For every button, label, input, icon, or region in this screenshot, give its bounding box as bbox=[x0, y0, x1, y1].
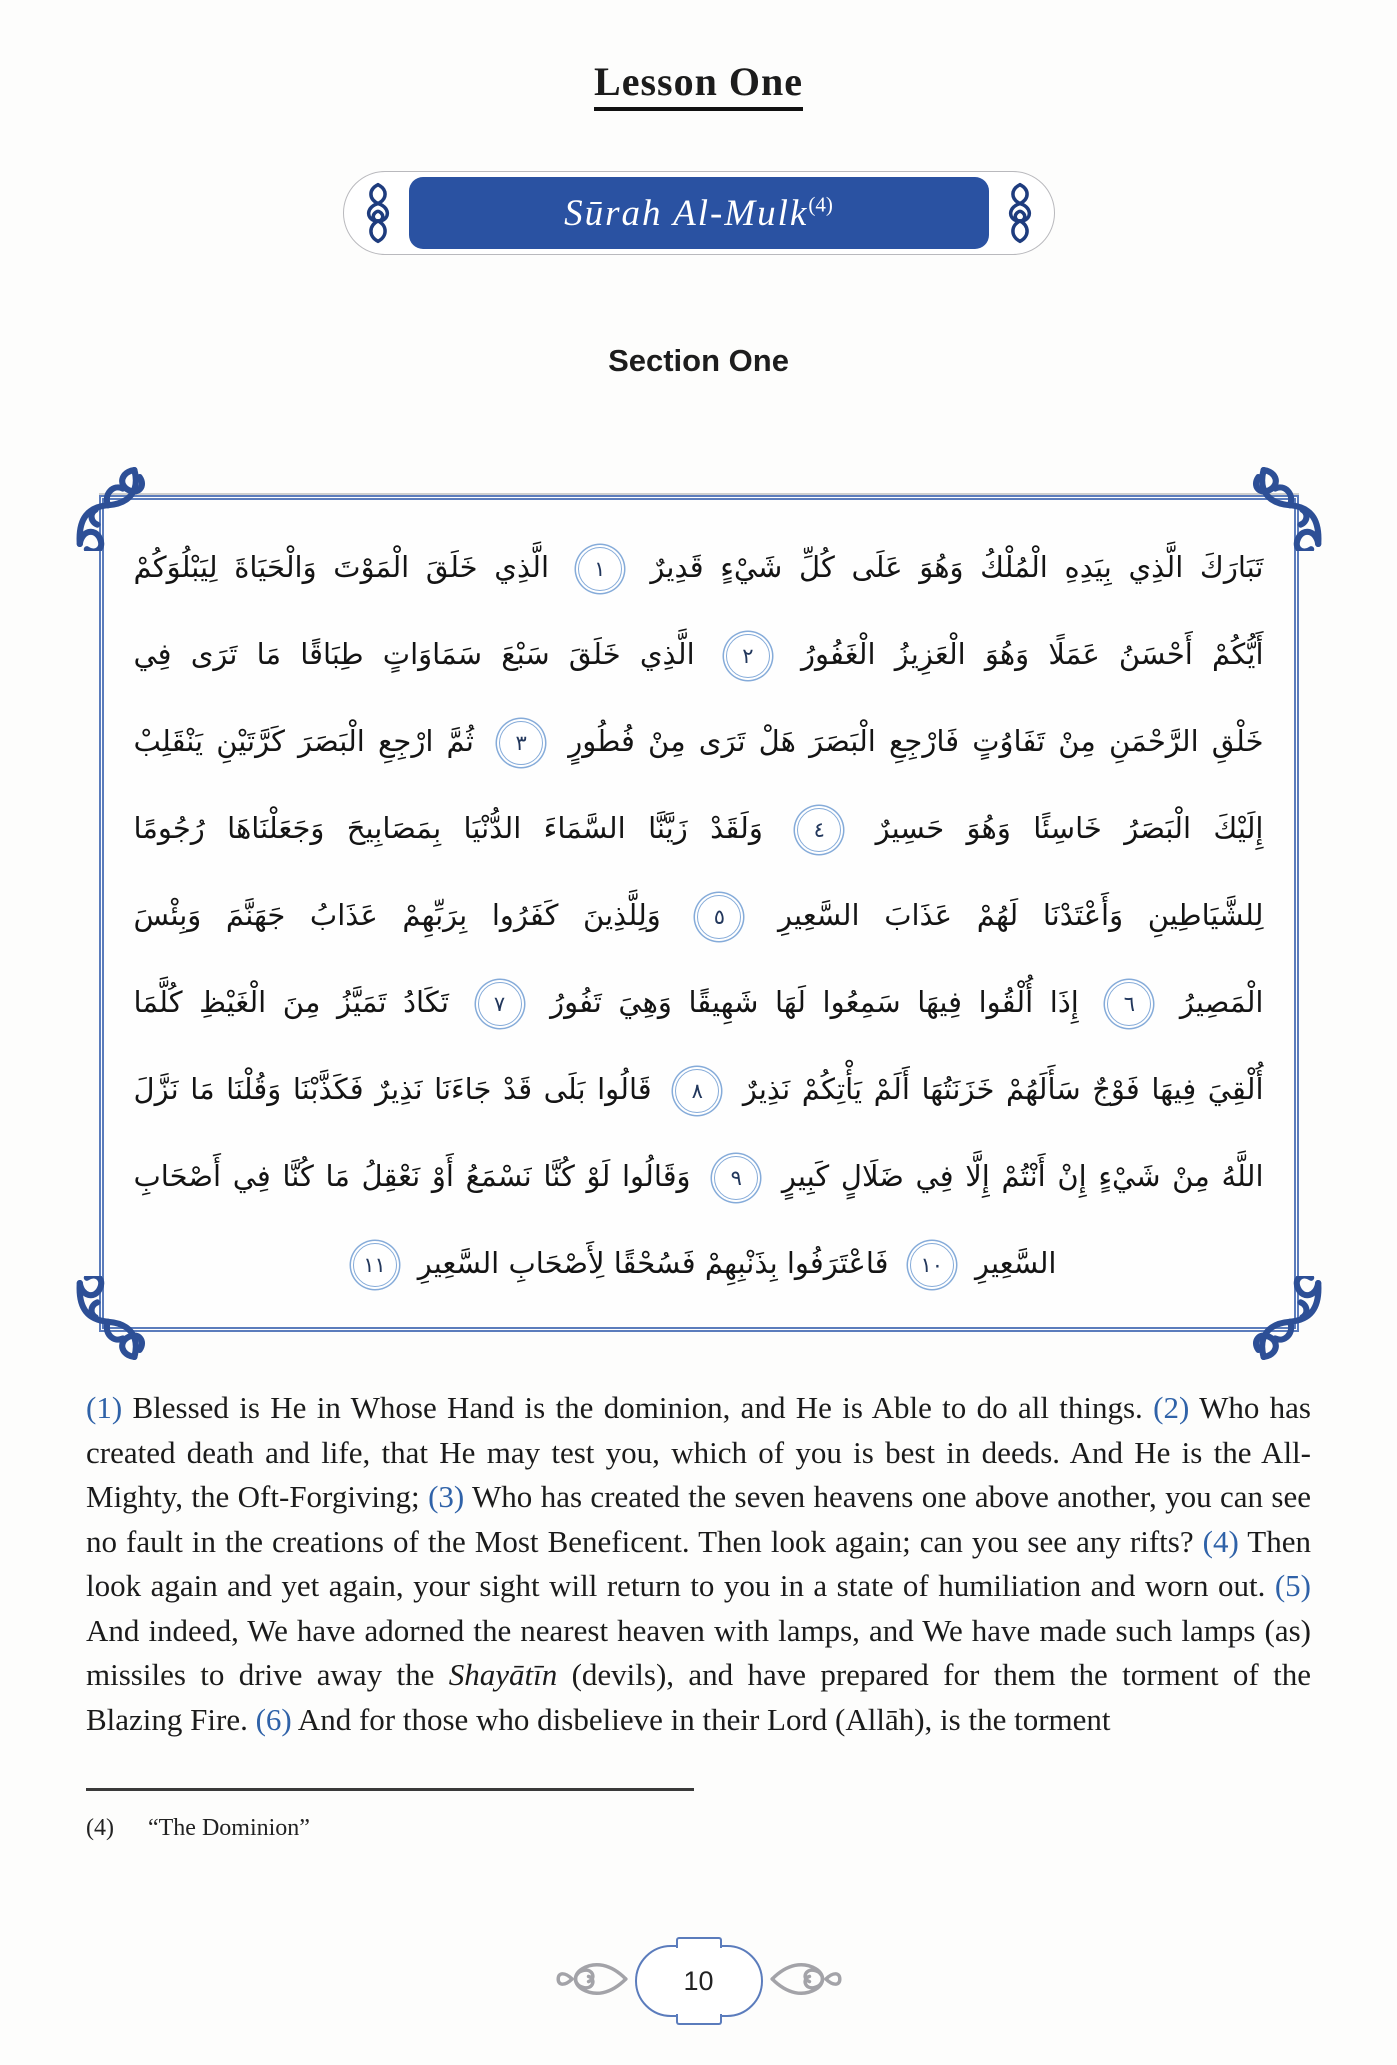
verse-number-marker: ٥ bbox=[697, 895, 741, 939]
lesson-title: Lesson One bbox=[594, 59, 803, 111]
verse-number-marker: ٤ bbox=[797, 808, 841, 852]
page-ornament-right bbox=[767, 1949, 845, 2014]
surah-title bbox=[564, 192, 833, 235]
quran-line: أَيُّكُمْ أَحْسَنُ عَمَلًا وَهُوَ الْعَزِيزُ الْغَفُورُ ٢ الَّذِي خَلَقَ سَبْعَ سَمَاوَاتٍ طِبَاقًا مَا تَرَى فِي bbox=[134, 611, 1264, 698]
footnote-text: “The Dominion” bbox=[147, 1815, 310, 1841]
quran-line: أُلْقِيَ فِيهَا فَوْجٌ سَأَلَهُمْ خَزَنَتُهَا أَلَمْ يَأْتِكُمْ نَذِيرٌ ٨ قَالُوا بَلَى قَدْ جَاءَنَا نَذِيرٌ فَكَذَّبْنَا وَقُلْنَا مَا نَزَّلَ bbox=[134, 1046, 1264, 1133]
corner-ornament-icon bbox=[1239, 1276, 1327, 1364]
lesson-heading-row bbox=[0, 0, 1397, 105]
banner-bar bbox=[409, 177, 989, 249]
surah-banner bbox=[343, 171, 1055, 255]
surah-footnote-ref: (4) bbox=[808, 192, 833, 217]
quran-line: اللَّهُ مِنْ شَيْءٍ إِنْ أَنْتُمْ إِلَّا فِي ضَلَالٍ كَبِيرٍ ٩ وَقَالُوا لَوْ كُنَّا نَسْمَعُ أَوْ نَعْقِلُ مَا كُنَّا فِي أَصْحَابِ bbox=[134, 1133, 1264, 1220]
flourish-icon bbox=[767, 1949, 845, 2009]
arabesque-icon bbox=[352, 180, 404, 246]
quran-line: السَّعِيرِ ١٠ فَاعْتَرَفُوا بِذَنْبِهِمْ فَسُحْقًا لِأَصْحَابِ السَّعِيرِ ١١ bbox=[134, 1220, 1264, 1307]
corner-ornament-icon bbox=[71, 463, 159, 551]
banner-left-ornament bbox=[349, 177, 407, 249]
page-number-row bbox=[0, 1945, 1397, 2017]
quran-text-box bbox=[99, 495, 1299, 1332]
quran-line: تَبَارَكَ الَّذِي بِيَدِهِ الْمُلْكُ وَهُوَ عَلَى كُلِّ شَيْءٍ قَدِيرٌ ١ الَّذِي خَلَقَ الْمَوْتَ وَالْحَيَاةَ لِيَبْلُوَكُمْ bbox=[134, 524, 1264, 611]
arabic-verses bbox=[99, 495, 1299, 1332]
verse-number-marker: ٦ bbox=[1107, 982, 1151, 1026]
corner-ornament-icon bbox=[1239, 463, 1327, 551]
verse-number-marker: ١١ bbox=[353, 1243, 397, 1287]
translation-paragraph: (1) Blessed is He in Whose Hand is the dominion, and He is Able to do all things. (2) Who has created death and life, that He may test you, which of you is best in deeds. And He is the All-Mighty, the Oft-Forgiving; (3) Who has created the seven heavens one above another, you can see no fault in the creations of the Most Beneficent. Then look again; can you see any rifts? (4) Then look again and yet again, your sight will return to you in a state of humiliation and worn out. (5) And indeed, We have adorned the nearest heaven with lamps, and We have made such lamps (as) missiles to drive away the Shayātīn (devils), and have prepared for them the torment of the Blazing Fire. (6) And for those who disbelieve in their Lord (Allāh), is the torment bbox=[86, 1390, 1312, 1737]
quran-line: خَلْقِ الرَّحْمَنِ مِنْ تَفَاوُتٍ فَارْجِعِ الْبَصَرَ هَلْ تَرَى مِنْ فُطُورٍ ٣ ثُمَّ ارْجِعِ الْبَصَرَ كَرَّتَيْنِ يَنْقَلِبْ bbox=[134, 698, 1264, 785]
verse-number-marker: ١ bbox=[578, 547, 622, 591]
banner-right-ornament bbox=[991, 177, 1049, 249]
verse-number-marker: ٨ bbox=[675, 1069, 719, 1113]
verse-number-marker: ٧ bbox=[478, 982, 522, 1026]
corner-ornament-icon bbox=[71, 1276, 159, 1364]
quran-line: لِلشَّيَاطِينِ وَأَعْتَدْنَا لَهُمْ عَذَابَ السَّعِيرِ ٥ وَلِلَّذِينَ كَفَرُوا بِرَبِّهِمْ عَذَابُ جَهَنَّمَ وَبِئْسَ bbox=[134, 872, 1264, 959]
quran-line: الْمَصِيرُ ٦ إِذَا أُلْقُوا فِيهَا سَمِعُوا لَهَا شَهِيقًا وَهِيَ تَفُورُ ٧ تَكَادُ تَمَيَّزُ مِنَ الْغَيْظِ كُلَّمَا bbox=[134, 959, 1264, 1046]
flourish-icon bbox=[553, 1949, 631, 2009]
section-heading: Section One bbox=[608, 343, 789, 378]
verse-number-marker: ٢ bbox=[726, 634, 770, 678]
page-number: 10 bbox=[683, 1965, 714, 1996]
footnote-separator bbox=[86, 1788, 694, 1791]
footnote-marker: (4) bbox=[86, 1815, 114, 1841]
footnote bbox=[86, 1815, 1397, 1842]
quran-line: إِلَيْكَ الْبَصَرُ خَاسِئًا وَهُوَ حَسِيرٌ ٤ وَلَقَدْ زَيَّنَّا السَّمَاءَ الدُّنْيَا بِمَصَابِيحَ وَجَعَلْنَاهَا رُجُومًا bbox=[134, 785, 1264, 872]
verse-number-marker: ١٠ bbox=[910, 1243, 954, 1287]
surah-title-text: Sūrah Al-Mulk bbox=[564, 192, 809, 234]
page-ornament-left bbox=[553, 1949, 631, 2014]
arabesque-icon bbox=[994, 180, 1046, 246]
page-number-cartouche bbox=[635, 1945, 763, 2017]
verse-number-marker: ٩ bbox=[714, 1156, 758, 1200]
verse-number-marker: ٣ bbox=[499, 721, 543, 765]
